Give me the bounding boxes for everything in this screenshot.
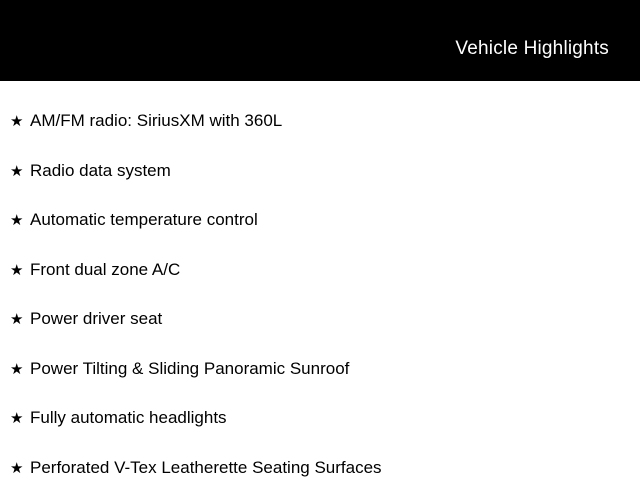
list-item	[0, 147, 640, 197]
star-icon: ★	[10, 362, 30, 377]
star-icon: ★	[10, 263, 30, 278]
list-item	[0, 444, 640, 493]
list-item-label: Front dual zone A/C	[30, 261, 180, 280]
star-icon: ★	[10, 461, 30, 476]
list-item	[0, 345, 640, 395]
star-icon: ★	[10, 411, 30, 426]
list-item	[0, 196, 640, 246]
star-icon: ★	[10, 164, 30, 179]
list-item	[0, 97, 640, 147]
list-item-label: AM/FM radio: SiriusXM with 360L	[30, 112, 282, 131]
star-icon: ★	[10, 213, 30, 228]
star-icon: ★	[10, 114, 30, 129]
list-item-label: Power Tilting & Sliding Panoramic Sunroof	[30, 360, 349, 379]
header-bar	[0, 0, 640, 81]
list-item-label: Radio data system	[30, 162, 171, 181]
list-item	[0, 246, 640, 296]
page-title: Vehicle Highlights	[455, 23, 609, 58]
list-item	[0, 394, 640, 444]
list-item-label: Perforated V-Tex Leatherette Seating Surfaces	[30, 459, 382, 478]
star-icon: ★	[10, 312, 30, 327]
list-item-label: Power driver seat	[30, 310, 162, 329]
list-item	[0, 295, 640, 345]
vehicle-highlights-list	[0, 81, 640, 493]
list-item-label: Automatic temperature control	[30, 211, 258, 230]
list-item-label: Fully automatic headlights	[30, 409, 227, 428]
